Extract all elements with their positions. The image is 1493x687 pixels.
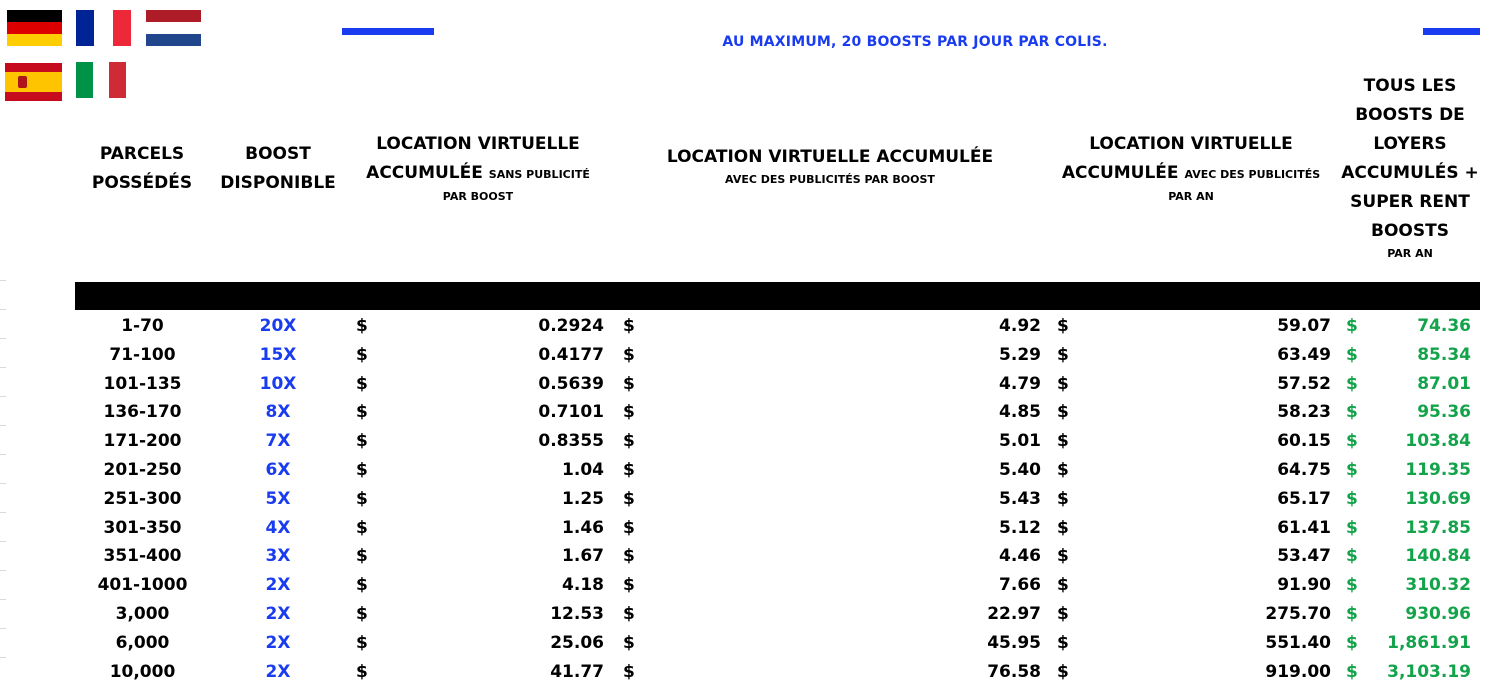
- table-row: [0, 456, 1493, 485]
- currency-symbol: $: [1057, 344, 1069, 365]
- cell-rent-ads: 4.79: [999, 373, 1041, 394]
- currency-symbol: $: [356, 603, 368, 624]
- cell-rent-ads: 7.66: [999, 575, 1041, 596]
- currency-symbol: $: [1346, 488, 1358, 509]
- table-row: [0, 312, 1493, 341]
- cell-rent-no-ads: 1.25: [562, 488, 604, 509]
- accent-bar-left: [342, 28, 434, 35]
- cell-rent-no-ads: 4.18: [562, 575, 604, 596]
- cell-rent-ads-year: 59.07: [1277, 316, 1331, 336]
- table-row: [0, 658, 1493, 687]
- cell-boost: 2X: [265, 661, 291, 682]
- cell-total-year: 310.32: [1405, 575, 1471, 596]
- header-boost-line1: BOOST: [245, 144, 311, 164]
- currency-symbol: $: [1057, 661, 1069, 682]
- currency-symbol: $: [1057, 402, 1069, 423]
- cell-parcels: 1-70: [121, 316, 164, 336]
- currency-symbol: $: [623, 373, 635, 394]
- cell-total-year: 140.84: [1405, 546, 1471, 567]
- currency-symbol: $: [1346, 431, 1358, 452]
- cell-rent-ads: 5.12: [999, 517, 1041, 538]
- currency-symbol: $: [356, 546, 368, 567]
- table-row: [0, 629, 1493, 658]
- flag-italy-icon[interactable]: [76, 62, 126, 98]
- currency-symbol: $: [1057, 459, 1069, 480]
- header-ads-year-line2-small: AVEC DES PUBLICITÉS: [1184, 168, 1321, 181]
- cell-rent-no-ads: 1.46: [562, 517, 604, 538]
- table-row: [0, 427, 1493, 456]
- accent-bar-right: [1423, 28, 1480, 35]
- currency-symbol: $: [356, 575, 368, 596]
- cell-boost: 2X: [265, 632, 291, 653]
- cell-rent-ads-year: 551.40: [1265, 632, 1331, 653]
- currency-symbol: $: [356, 517, 368, 538]
- cell-rent-ads: 4.46: [999, 546, 1041, 567]
- currency-symbol: $: [1346, 373, 1358, 394]
- cell-parcels: 201-250: [103, 459, 182, 480]
- currency-symbol: $: [1346, 344, 1358, 365]
- cell-boost: 4X: [265, 517, 291, 538]
- cell-boost: 15X: [259, 344, 297, 365]
- header-ads-line1: LOCATION VIRTUELLE ACCUMULÉE: [666, 147, 994, 167]
- currency-symbol: $: [356, 316, 368, 336]
- currency-symbol: $: [1346, 575, 1358, 596]
- header-boost-line2: DISPONIBLE: [220, 173, 336, 193]
- boost-limit-notice: AU MAXIMUM, 20 BOOSTS PAR JOUR PAR COLIS.: [722, 34, 1108, 50]
- cell-rent-ads-year: 60.15: [1277, 431, 1331, 452]
- cell-rent-ads-year: 919.00: [1265, 661, 1331, 682]
- cell-rent-ads: 4.92: [999, 316, 1041, 336]
- currency-symbol: $: [1346, 517, 1358, 538]
- currency-symbol: $: [1346, 402, 1358, 423]
- header-noads-line3: PAR BOOST: [442, 190, 514, 203]
- flag-germany-icon[interactable]: [7, 10, 62, 46]
- cell-boost: 6X: [265, 459, 291, 480]
- cell-parcels: 351-400: [103, 546, 182, 567]
- currency-symbol: $: [623, 661, 635, 682]
- cell-rent-no-ads: 0.7101: [538, 402, 604, 423]
- header-rent-ads-per-year: [1052, 130, 1330, 205]
- currency-symbol: $: [1057, 632, 1069, 653]
- currency-symbol: $: [1057, 546, 1069, 567]
- header-parcels-line2: POSSÉDÉS: [91, 173, 193, 193]
- cell-rent-no-ads: 12.53: [550, 603, 604, 624]
- cell-total-year: 74.36: [1417, 316, 1471, 336]
- currency-symbol: $: [1057, 431, 1069, 452]
- header-noads-line2-small: SANS PUBLICITÉ: [488, 168, 590, 181]
- cell-rent-ads-year: 275.70: [1265, 603, 1331, 624]
- currency-symbol: $: [623, 488, 635, 509]
- cell-boost: 2X: [265, 603, 291, 624]
- cell-total-year: 103.84: [1405, 431, 1471, 452]
- cell-boost: 10X: [259, 373, 297, 394]
- cell-rent-ads-year: 61.41: [1277, 517, 1331, 538]
- currency-symbol: $: [623, 575, 635, 596]
- header-total-line6: BOOSTS: [1371, 221, 1449, 241]
- currency-symbol: $: [356, 459, 368, 480]
- cell-total-year: 87.01: [1417, 373, 1471, 394]
- cell-rent-no-ads: 1.67: [562, 546, 604, 567]
- currency-symbol: $: [356, 488, 368, 509]
- header-noads-line1: LOCATION VIRTUELLE: [376, 134, 580, 154]
- currency-symbol: $: [623, 316, 635, 336]
- cell-parcels: 171-200: [103, 431, 182, 452]
- header-rent-no-ads-per-boost: [350, 130, 606, 205]
- currency-symbol: $: [623, 431, 635, 452]
- header-total-line3: LOYERS: [1373, 134, 1447, 154]
- header-noads-line2: [350, 159, 606, 189]
- header-ads-year-line3: PAR AN: [1168, 190, 1214, 203]
- cell-rent-ads: 22.97: [987, 603, 1041, 624]
- header-total-line7: PAR AN: [1387, 247, 1433, 260]
- cell-rent-ads-year: 91.90: [1277, 575, 1331, 596]
- header-noads-line2-main: ACCUMULÉE: [366, 163, 483, 183]
- table-row: [0, 370, 1493, 399]
- header-rent-ads-per-boost: [650, 143, 1010, 188]
- currency-symbol: $: [623, 402, 635, 423]
- cell-boost: 2X: [265, 575, 291, 596]
- table-row: [0, 600, 1493, 629]
- cell-rent-no-ads: 0.5639: [538, 373, 604, 394]
- currency-symbol: $: [1057, 488, 1069, 509]
- cell-parcels: 251-300: [103, 488, 182, 509]
- currency-symbol: $: [623, 632, 635, 653]
- currency-symbol: $: [1057, 517, 1069, 538]
- cell-boost: 3X: [265, 546, 291, 567]
- cell-total-year: 119.35: [1405, 459, 1471, 480]
- cell-rent-no-ads: 25.06: [550, 632, 604, 653]
- cell-total-year: 1,861.91: [1387, 632, 1471, 653]
- currency-symbol: $: [356, 431, 368, 452]
- header-total-line2: BOOSTS DE: [1355, 105, 1465, 125]
- cell-rent-ads: 5.29: [999, 344, 1041, 365]
- currency-symbol: $: [356, 373, 368, 394]
- currency-symbol: $: [1057, 373, 1069, 394]
- table-row: [0, 398, 1493, 427]
- cell-rent-no-ads: 41.77: [550, 661, 604, 682]
- cell-rent-no-ads: 0.4177: [538, 344, 604, 365]
- header-parcels-owned: [86, 140, 198, 198]
- cell-parcels: 101-135: [103, 373, 182, 394]
- header-divider-band: [75, 282, 1480, 310]
- cell-boost: 8X: [265, 402, 291, 423]
- cell-parcels: 6,000: [115, 632, 170, 653]
- table-row: [0, 542, 1493, 571]
- cell-rent-no-ads: 1.04: [562, 459, 604, 480]
- flag-spain-icon[interactable]: [5, 63, 62, 101]
- currency-symbol: $: [356, 402, 368, 423]
- header-ads-year-line1: LOCATION VIRTUELLE: [1089, 134, 1293, 154]
- cell-parcels: 10,000: [109, 661, 176, 682]
- cell-total-year: 130.69: [1405, 488, 1471, 509]
- table-row: [0, 341, 1493, 370]
- currency-symbol: $: [1346, 603, 1358, 624]
- cell-rent-ads: 76.58: [987, 661, 1041, 682]
- header-total-line4: ACCUMULÉS +: [1341, 163, 1479, 183]
- currency-symbol: $: [1346, 546, 1358, 567]
- cell-total-year: 137.85: [1405, 517, 1471, 538]
- cell-rent-ads-year: 65.17: [1277, 488, 1331, 509]
- currency-symbol: $: [356, 632, 368, 653]
- currency-symbol: $: [356, 661, 368, 682]
- cell-total-year: 3,103.19: [1387, 661, 1471, 682]
- currency-symbol: $: [356, 344, 368, 365]
- cell-rent-no-ads: 0.2924: [538, 316, 604, 336]
- cell-rent-no-ads: 0.8355: [538, 431, 604, 452]
- header-ads-line2: AVEC DES PUBLICITÉS PAR BOOST: [725, 173, 935, 186]
- flag-netherlands-icon[interactable]: [146, 10, 201, 46]
- header-total-line1: TOUS LES: [1363, 76, 1457, 96]
- header-ads-year-line2-main: ACCUMULÉE: [1061, 163, 1179, 183]
- header-parcels-line1: PARCELS: [99, 144, 185, 164]
- currency-symbol: $: [623, 459, 635, 480]
- currency-symbol: $: [1346, 316, 1358, 336]
- cell-rent-ads-year: 53.47: [1277, 546, 1331, 567]
- currency-symbol: $: [1346, 661, 1358, 682]
- cell-total-year: 95.36: [1417, 402, 1471, 423]
- cell-rent-ads-year: 64.75: [1277, 459, 1331, 480]
- table-row: [0, 571, 1493, 600]
- cell-rent-ads: 5.43: [999, 488, 1041, 509]
- cell-rent-ads-year: 58.23: [1277, 402, 1331, 423]
- cell-boost: 5X: [265, 488, 291, 509]
- currency-symbol: $: [1057, 603, 1069, 624]
- currency-symbol: $: [623, 517, 635, 538]
- header-total-per-year: [1340, 72, 1480, 262]
- currency-symbol: $: [623, 603, 635, 624]
- boost-table-body: [0, 312, 1493, 686]
- cell-rent-ads: 5.40: [999, 459, 1041, 480]
- cell-parcels: 401-1000: [97, 575, 188, 596]
- cell-rent-ads-year: 63.49: [1277, 344, 1331, 365]
- cell-rent-ads: 45.95: [987, 632, 1041, 653]
- cell-rent-ads: 4.85: [999, 402, 1041, 423]
- currency-symbol: $: [1346, 632, 1358, 653]
- header-boost-available: [216, 140, 340, 198]
- currency-symbol: $: [1346, 459, 1358, 480]
- cell-parcels: 3,000: [115, 603, 170, 624]
- flag-france-icon[interactable]: [76, 10, 131, 46]
- currency-symbol: $: [623, 546, 635, 567]
- currency-symbol: $: [1057, 575, 1069, 596]
- cell-parcels: 301-350: [103, 517, 182, 538]
- cell-parcels: 136-170: [103, 402, 182, 423]
- table-row: [0, 485, 1493, 514]
- cell-total-year: 930.96: [1405, 603, 1471, 624]
- cell-rent-ads: 5.01: [999, 431, 1041, 452]
- cell-boost: 7X: [265, 431, 291, 452]
- currency-symbol: $: [1057, 316, 1069, 336]
- header-ads-year-line2: [1052, 159, 1330, 189]
- cell-rent-ads-year: 57.52: [1277, 373, 1331, 394]
- table-row: [0, 514, 1493, 543]
- cell-boost: 20X: [259, 316, 297, 336]
- cell-parcels: 71-100: [109, 344, 176, 365]
- cell-total-year: 85.34: [1417, 344, 1471, 365]
- header-total-line5: SUPER RENT: [1350, 192, 1470, 212]
- currency-symbol: $: [623, 344, 635, 365]
